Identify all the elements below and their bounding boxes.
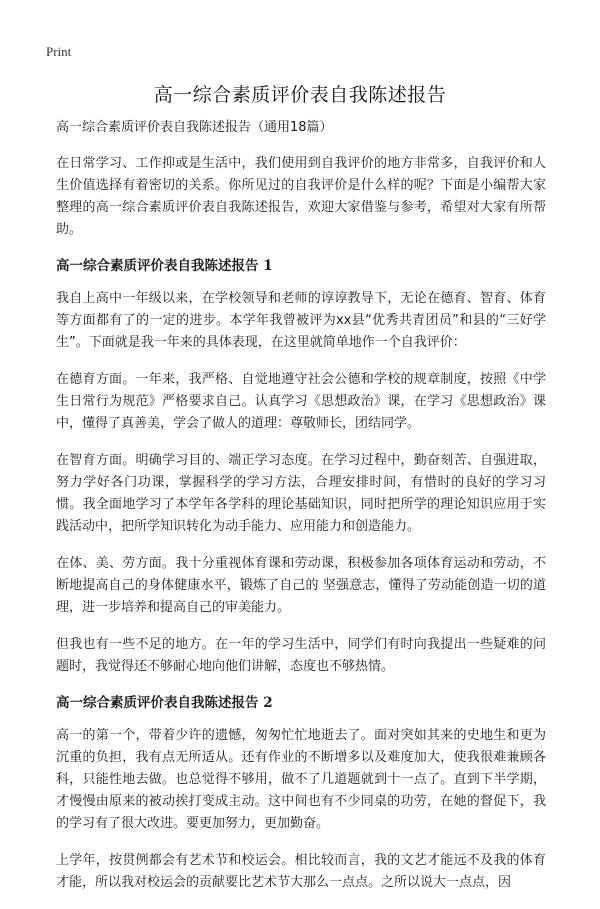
- intro-paragraph: 在日常学习、工作抑或是生活中，我们使用到自我评价的地方非常多，自我评价和人生价值选择有着密切的关系。你所见过的自我评价是什么样的呢？下面是小编帮大家整理的高一综合素质评价表自我陈述报告，欢迎大家借鉴与参考，希望对大家有所帮助。: [56, 156, 546, 237]
- page-title: 高一综合素质评价表自我陈述报告: [153, 84, 447, 106]
- section-1-paragraph: 我自上高中一年级以来，在学校领导和老师的谆谆教导下，无论在德育、智育、体育等方面都有了的一定的进步。本学年我曾被评为xx县“优秀共青团员”和县的“三好学生”。下面就是我一年来的具体表现，在这里就简单地作一个自我评价：: [56, 291, 546, 350]
- document-subtitle: 高一综合素质评价表自我陈述报告（通用18篇）: [56, 120, 333, 135]
- section-1-paragraph: 在德育方面。一年来，我严格、自觉地遵守社会公德和学校的规章制度，按照《中学生日常行为规范》严格要求自己。认真学习《思想政治》课，在学习《思想政治》课中，懂得了真善美，学会了做人的道理：尊敬师长，团结同学。: [56, 372, 546, 431]
- section-2-paragraph: 上学年，按贯例都会有艺术节和校运会。相比较而言，我的文艺才能远不及我的体育才能，所以我对校运会的贡献要比艺术节大那么一点点。之所以说大一点点，因: [56, 853, 546, 890]
- section-1-paragraph: 在体、美、劳方面。我十分重视体育课和劳动课，积极参加各项体育运动和劳动，不断地提高自己的身体健康水平，锻炼了自己的 坚强意志，懂得了劳动能创造一切的道理，进一步培养和提高自己的审美能力。: [56, 556, 546, 615]
- section-2-paragraph: 高一的第一个，带着少许的遗憾，匆匆忙忙地逝去了。面对突如其来的史地生和更为沉重的负担，我有点无所适从。还有作业的不断增多以及难度加大，使我很难兼顾各科，只能性地去做。也总觉得不够用，做不了几道题就到十一点了。直到下半学期，才慢慢由原来的被动挨打变成主动。这中间也有不少同桌的功劳，在她的督促下，我的学习有了很大改进。要更加努力，更加勤奋。: [56, 728, 546, 831]
- section-heading-2: 高一综合素质评价表自我陈述报告 2: [56, 695, 273, 711]
- section-heading-1: 高一综合素质评价表自我陈述报告 1: [56, 258, 273, 274]
- section-1-paragraph: 但我也有一些不足的地方。在一年的学习生活中，同学们有时向我提出一些疑难的问题时，我觉得还不够耐心地向他们讲解，态度也不够热情。: [56, 637, 546, 674]
- section-1-paragraph: 在智育方面。明确学习目的、端正学习态度。在学习过程中，勤奋刻苦、自强进取，努力学好各门功课，掌握科学的学习方法，合理安排时间，有惜时的良好的学习习惯。我全面地学习了本学年各学科的理论基础知识，同时把所学的理论知识应用于实践活动中，把所学知识转化为动手能力、应用能力和创造能力。: [56, 453, 546, 534]
- print-link[interactable]: Print: [46, 44, 72, 59]
- document-body: [56, 118, 546, 909]
